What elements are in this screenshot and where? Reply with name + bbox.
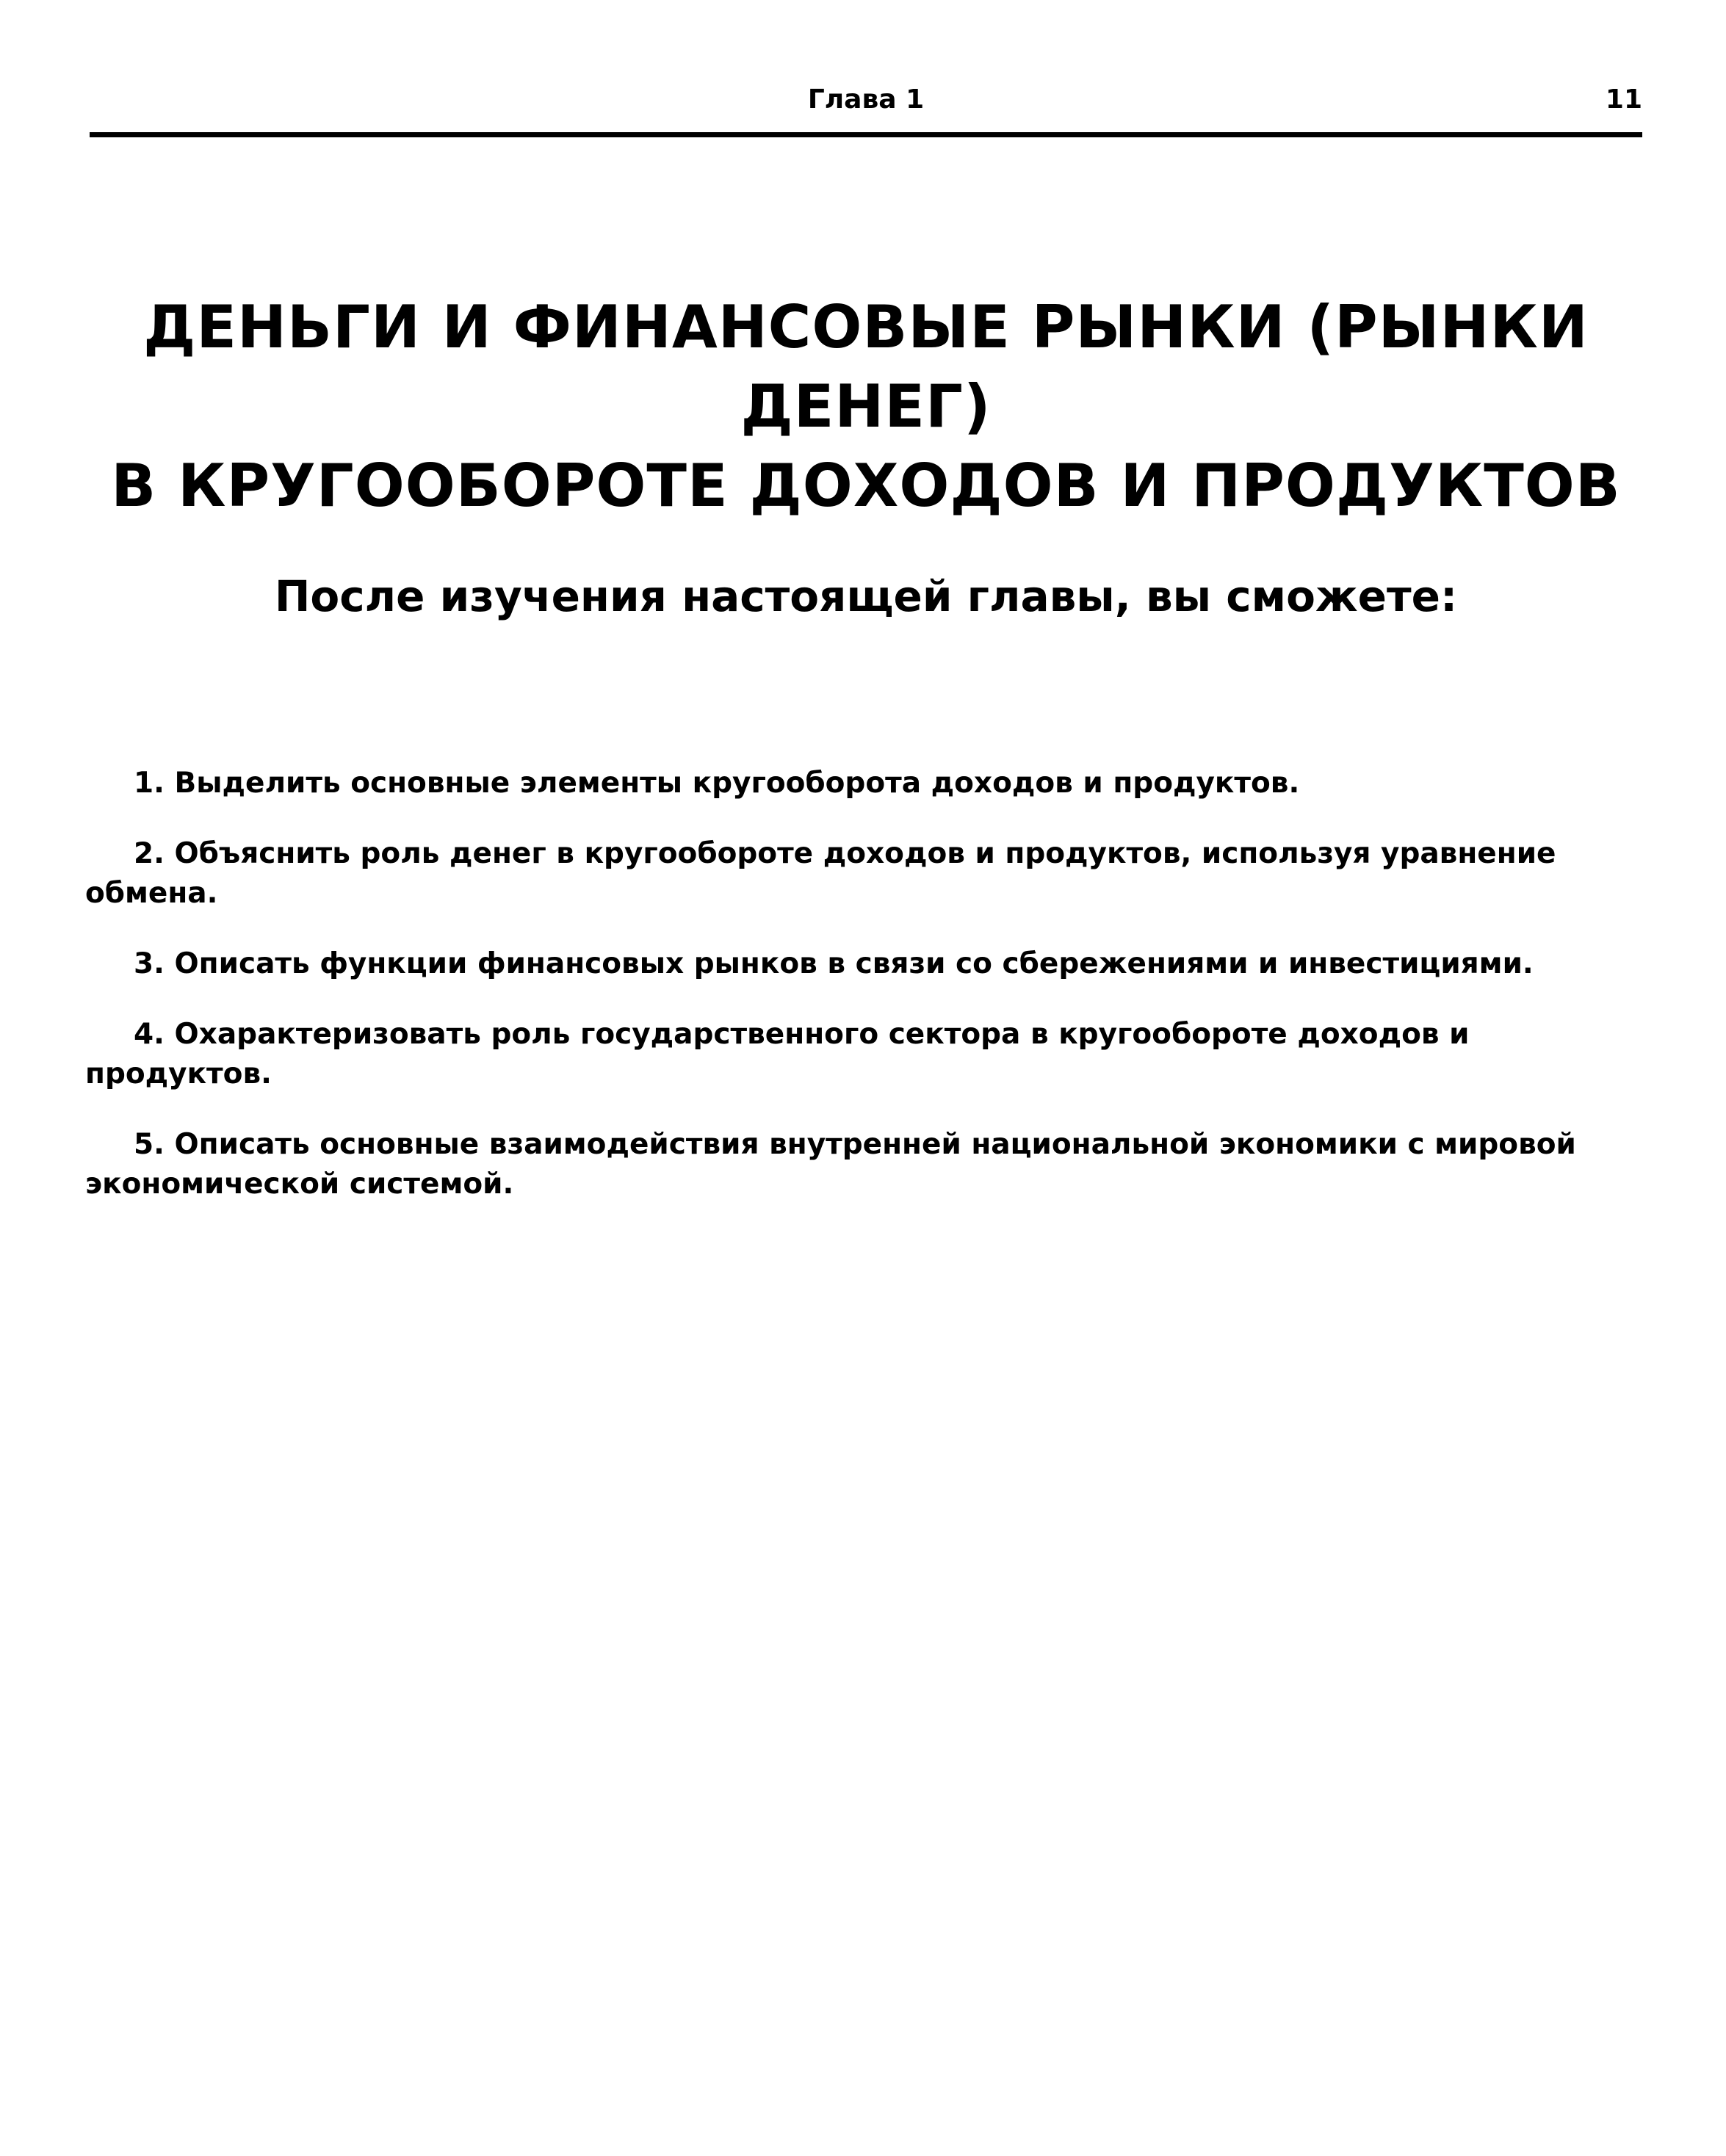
objective-item-4: 4. Охарактеризовать роль государственного сектора в кругообороте доходов и продуктов. (85, 1018, 1470, 1090)
header-rule (90, 132, 1642, 137)
chapter-label: Глава 1 (807, 84, 925, 115)
objectives-list (85, 764, 1645, 1235)
objective-item-3: 3. Описать функции финансовых рынков в связи со сбережениями и инвестициями. (134, 947, 1534, 980)
page-header (90, 82, 1642, 126)
chapter-title (90, 288, 1642, 526)
page-number: 11 (1605, 84, 1642, 115)
objective-item-1: 1. Выделить основные элементы кругооборота доходов и продуктов. (134, 767, 1300, 800)
objective-item-2: 2. Объяснить роль денег в кругообороте доходов и продуктов, используя уравнение обмена. (85, 837, 1556, 910)
objective-item-5: 5. Описать основные взаимодействия внутренней национальной экономики с мировой экономической системой. (85, 1128, 1576, 1201)
objectives-heading: После изучения настоящей главы, вы сможете: (274, 571, 1458, 621)
chapter-title-line-1: ДЕНЬГИ И ФИНАНСОВЫЕ РЫНКИ (РЫНКИ ДЕНЕГ) (143, 293, 1589, 441)
chapter-title-line-2: В КРУГООБОРОТЕ ДОХОДОВ И ПРОДУКТОВ (111, 452, 1621, 520)
